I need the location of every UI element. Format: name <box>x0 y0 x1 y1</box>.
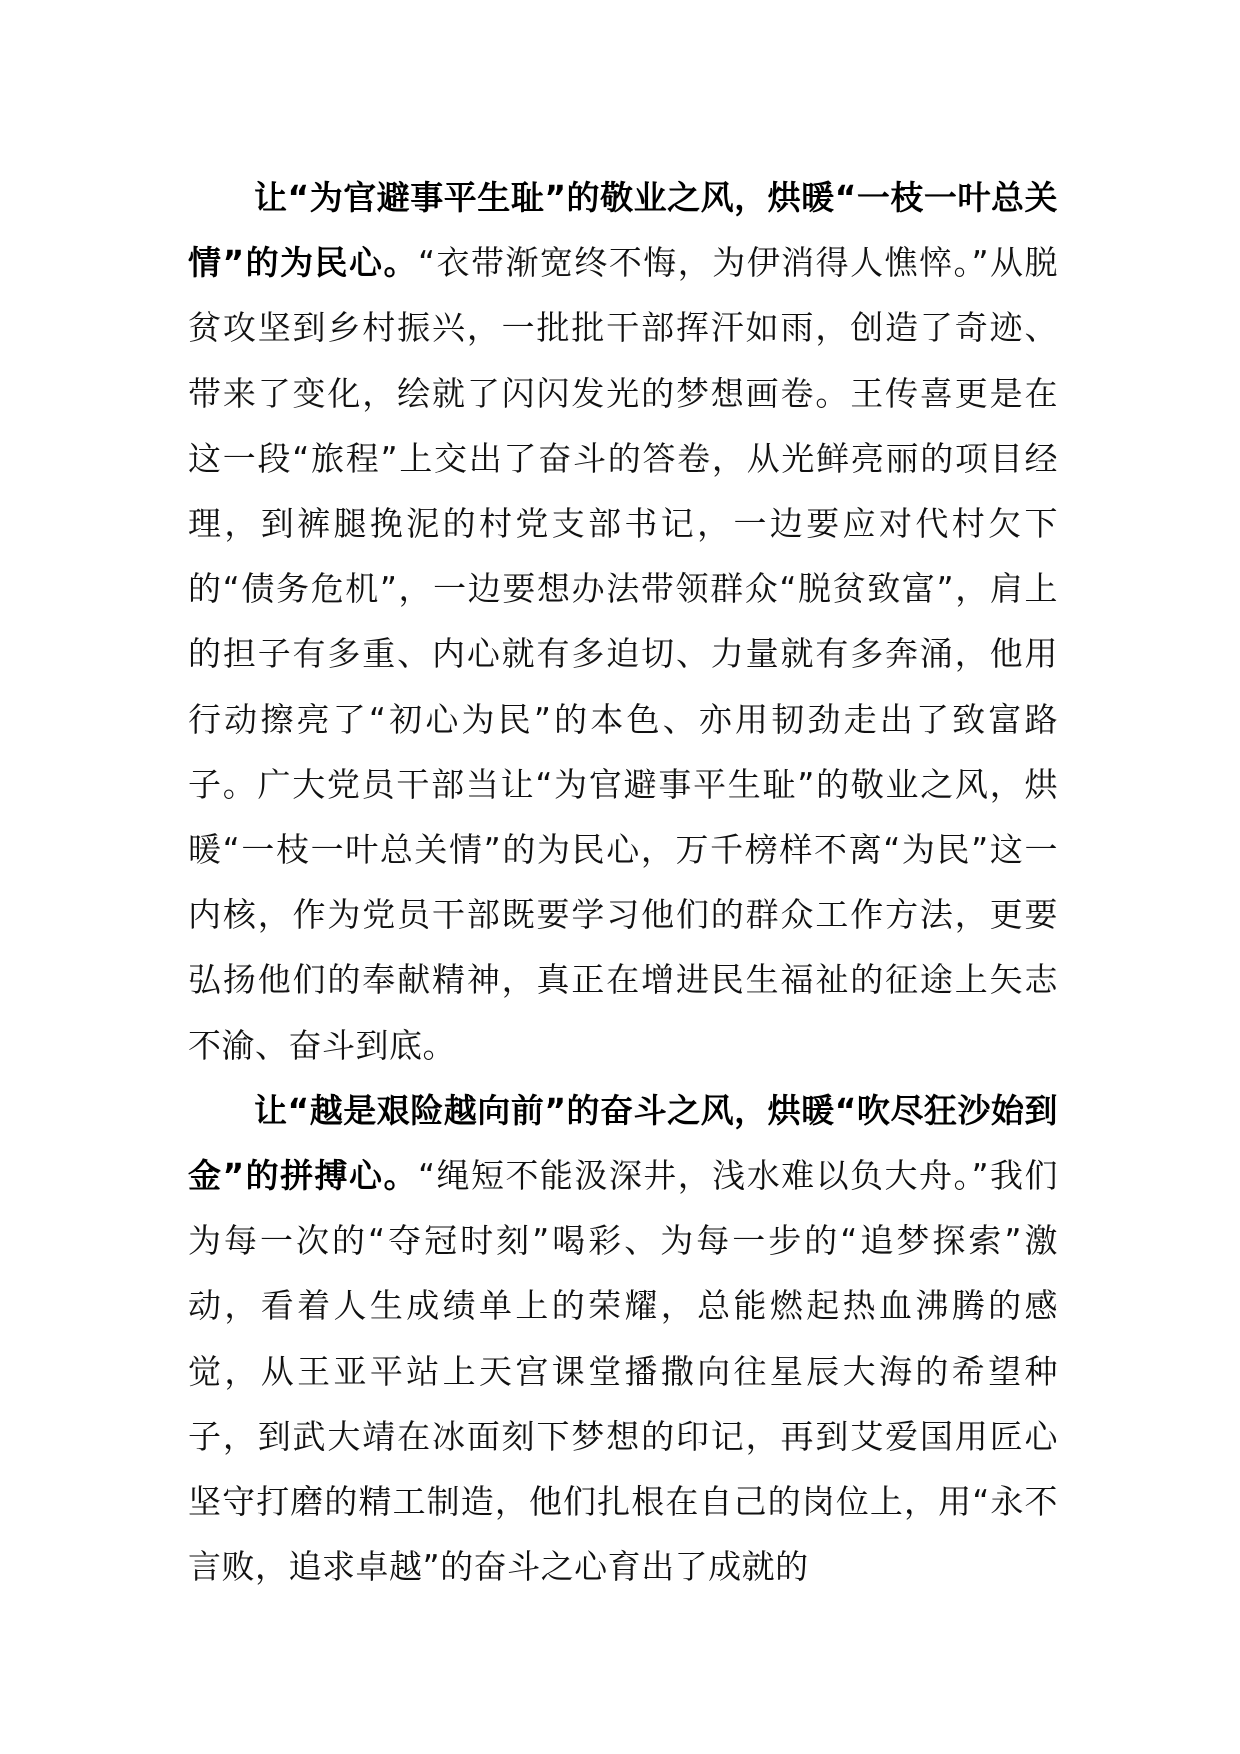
paragraph-1-lead: 让“为官避事平生耻”的敬业之风，烘暖“一枝一叶总关情”的为民心。 <box>188 178 1058 283</box>
paragraph-1 <box>188 165 1058 1078</box>
paragraph-1-body: “衣带渐宽终不悔，为伊消得人憔悴。”从脱贫攻坚到乡村振兴，一批批干部挥汗如雨，创造了奇迹、带来了变化，绘就了闪闪发光的梦想画卷。王传喜更是在这一段“旅程”上交出了奋斗的答卷，从光鲜亮丽的项目经理，到裤腿挽泥的村党支部书记，一边要应对代村欠下的“债务危机”，一边要想办法带领群众“脱贫致富”，肩上的担子有多重、内心就有多迫切、力量就有多奔涌，他用行动擦亮了“初心为民”的本色、亦用韧劲走出了致富路子。广大党员干部当让“为官避事平生耻”的敬业之风，烘暖“一枝一叶总关情”的为民心，万千榜样不离“为民”这一内核，作为党员干部既要学习他们的群众工作方法，更要弘扬他们的奉献精神，真正在增进民生福祉的征途上矢志不渝、奋斗到底。 <box>188 243 1058 1065</box>
paragraph-2-lead: 让“越是艰险越向前”的奋斗之风，烘暖“吹尽狂沙始到金”的拼搏心。 <box>188 1090 1058 1196</box>
document-body <box>188 165 1058 1599</box>
paragraph-2 <box>188 1078 1058 1600</box>
paragraph-2-body: “绳短不能汲深井，浅水难以负大舟。”我们为每一次的“夺冠时刻”喝彩、为每一步的“追梦探索”激动，看着人生成绩单上的荣耀，总能燃起热血沸腾的感觉，从王亚平站上天宫课堂播撒向往星辰大海的希望种子，到武大靖在冰面刻下梦想的印记，再到艾爱国用匠心坚守打磨的精工制造，他们扎根在自己的岗位上，用“永不言败，追求卓越”的奋斗之心育出了成就的 <box>188 1156 1058 1587</box>
